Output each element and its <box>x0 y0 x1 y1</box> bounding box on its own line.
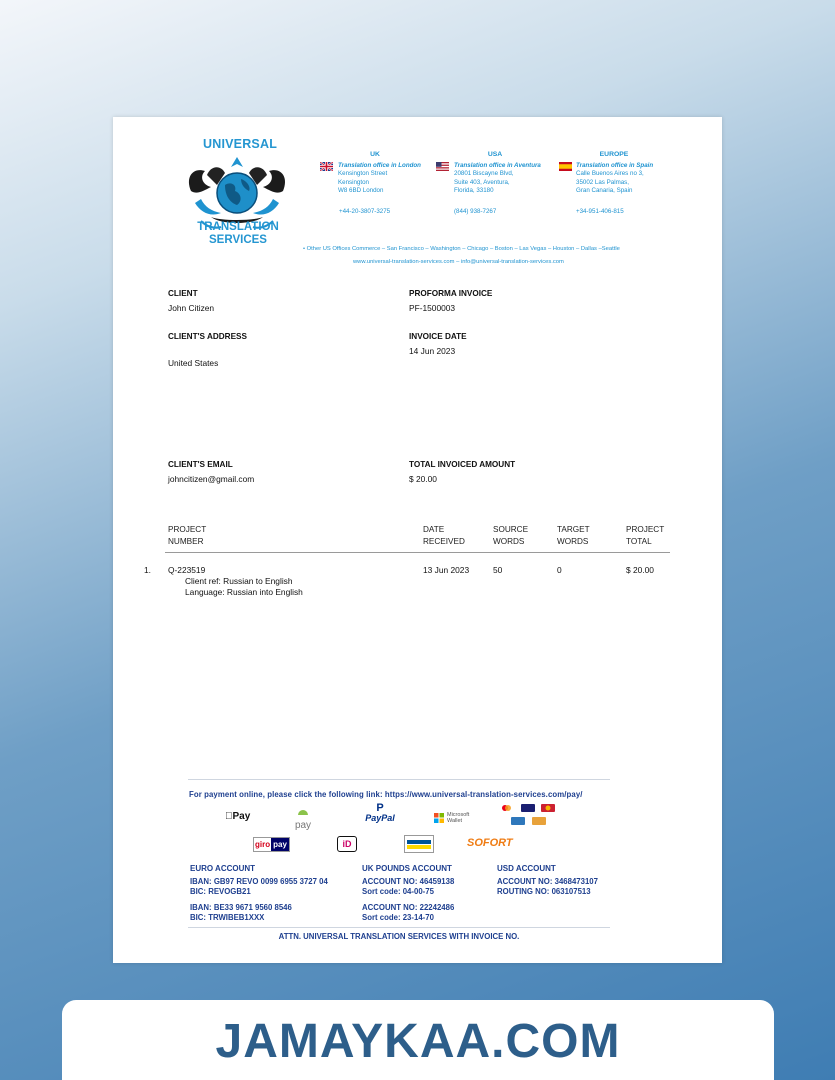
logo-top-text: UNIVERSAL <box>203 137 278 151</box>
table-header-divider <box>165 552 670 553</box>
total-invoiced-label: TOTAL INVOICED AMOUNT <box>409 460 516 469</box>
row-date-received: 13 Jun 2023 <box>423 565 470 575</box>
client-address-value: United States <box>168 358 219 368</box>
row-index: 1. <box>144 565 151 575</box>
ideal-logo: iD <box>337 836 357 852</box>
row-project-total: $ 20.00 <box>626 565 654 575</box>
client-label: CLIENT <box>168 289 198 298</box>
client-email-label: CLIENT'S EMAIL <box>168 460 233 469</box>
row-target-words: 0 <box>557 565 562 575</box>
android-pay-logo: pay <box>293 803 313 831</box>
header-project-number: PROJECT NUMBER <box>168 525 207 546</box>
office-uk: UK Translation office in London Kensington Street Kensington W8 6BD London +44-20-3807-3275 <box>320 151 430 217</box>
usd-account: USD ACCOUNT ACCOUNT NO: 3468473107 ROUTING NO: 063107513 <box>497 864 598 896</box>
paypal-icon: P <box>376 802 384 814</box>
microsoft-icon <box>434 813 444 823</box>
giropay-logo: giro pay <box>253 837 290 852</box>
row-source-words: 50 <box>493 565 503 575</box>
invoice-page <box>113 117 722 963</box>
header-source-words: SOURCE WORDS <box>493 525 529 546</box>
invoice-date-value: 14 Jun 2023 <box>409 346 456 356</box>
card-logos-icon <box>499 803 559 827</box>
header-project-total: PROJECT TOTAL <box>626 525 665 546</box>
total-invoiced-value: $ 20.00 <box>409 474 437 484</box>
spain-flag-icon <box>559 162 572 171</box>
row-project-number: Q-223519 <box>168 565 206 575</box>
header-date-received: DATE RECEIVED <box>423 525 465 546</box>
microsoft-wallet-logo: Microsoft Wallet <box>434 812 469 824</box>
android-icon <box>297 806 309 816</box>
euro-account: EURO ACCOUNT IBAN: GB97 REVO 0099 6955 3727 04 BIC: REVOGB21 IBAN: BE33 9671 9560 8546 BIC: TRWIBEB1XXX <box>190 864 328 922</box>
proforma-invoice-label: PROFORMA INVOICE <box>409 289 493 298</box>
watermark-banner <box>62 1000 774 1080</box>
paypal-logo: P PayPal <box>363 803 397 823</box>
website-email-line: www.universal-translation-services.com – info@universal-translation-services.com <box>353 259 564 265</box>
attn-line: ATTN. UNIVERSAL TRANSLATION SERVICES WITH INVOICE NO. <box>278 932 520 941</box>
payment-top-divider <box>188 779 610 780</box>
payment-link-text[interactable]: For payment online, please click the following link: https://www.universal-translation-services.com/pay/ <box>189 790 583 799</box>
sofort-logo: SOFORT <box>467 837 513 849</box>
logo-bottom-text: TRANSLATION SERVICES <box>197 221 279 246</box>
bancontact-icon <box>404 835 434 853</box>
row-client-ref: Client ref: Russian to English <box>185 576 293 586</box>
uk-pounds-account: UK POUNDS ACCOUNT ACCOUNT NO: 46459138 Sort code: 04-00-75 ACCOUNT NO: 22242486 Sort code: 23-14-70 <box>362 864 455 922</box>
watermark-text: JAMAYKAA.COM <box>215 1015 621 1068</box>
row-language: Language: Russian into English <box>185 587 303 597</box>
client-email-value: johncitizen@gmail.com <box>168 474 255 484</box>
apple-pay-logo: Pay <box>225 811 243 822</box>
payment-bottom-divider <box>188 927 610 928</box>
apple-icon <box>225 811 233 822</box>
invoice-date-label: INVOICE DATE <box>409 332 467 341</box>
client-address-label: CLIENT'S ADDRESS <box>168 332 247 341</box>
header-target-words: TARGET WORDS <box>557 525 590 546</box>
uk-flag-icon <box>320 162 333 171</box>
office-usa: USA Translation office in Aventura 20801 Biscayne Blvd, Suite 403, Aventura, Florida, 33180 (844) 938-7267 <box>436 151 554 217</box>
proforma-invoice-value: PF-1500003 <box>409 303 456 313</box>
office-europe: EUROPE Translation office in Spain Calle Buenos Aires no 3, 35002 Las Palmas, Gran Canaria, Spain +34-951-406-815 <box>559 151 669 217</box>
client-value: John Citizen <box>168 303 215 313</box>
other-offices-line: • Other US Offices Commerce – San Francisco – Washington – Chicago – Boston – Las Vegas – Houston – Dallas –Seattle <box>303 246 620 252</box>
us-flag-icon <box>436 162 449 171</box>
